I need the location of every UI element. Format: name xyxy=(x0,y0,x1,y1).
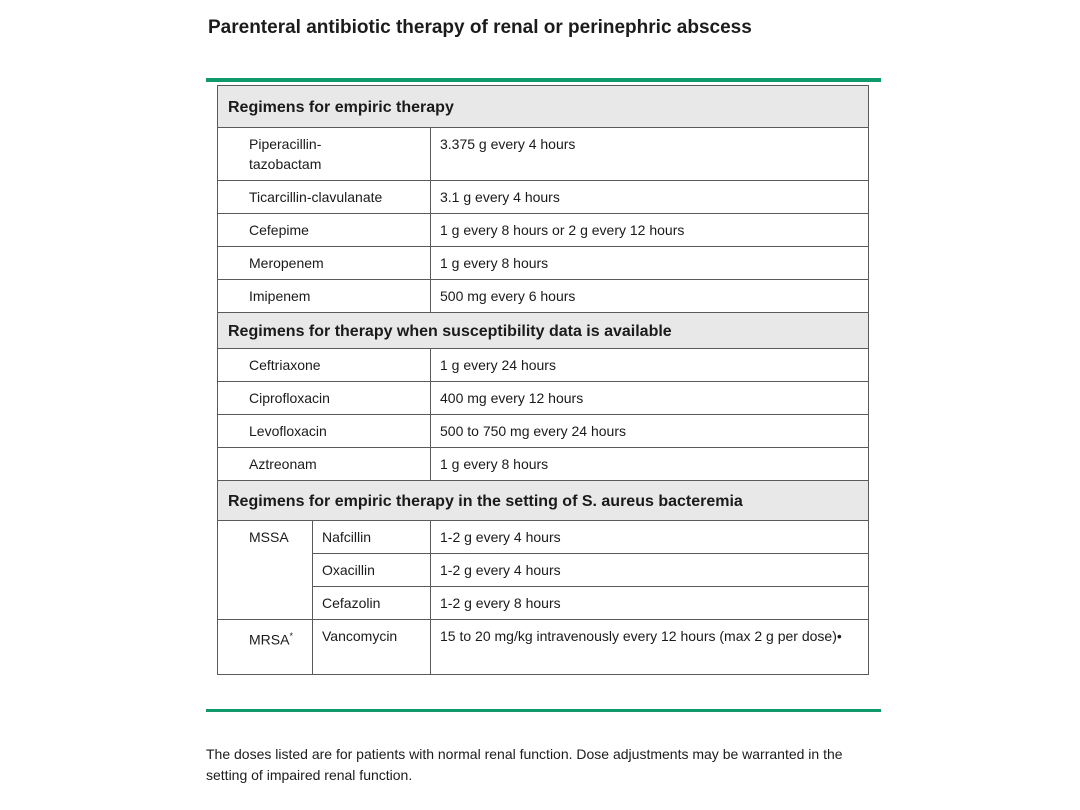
section-header-row xyxy=(218,481,869,521)
drug-cell: Cefepime xyxy=(218,214,431,247)
table-row xyxy=(218,521,869,554)
dose-cell: 1-2 g every 4 hours xyxy=(431,554,869,587)
table-row xyxy=(218,349,869,382)
drug-cell xyxy=(218,128,431,181)
table-row xyxy=(218,280,869,313)
table-row xyxy=(218,554,869,587)
dose-cell: 500 mg every 6 hours xyxy=(431,280,869,313)
dose-cell: 500 to 750 mg every 24 hours xyxy=(431,415,869,448)
table-title: Parenteral antibiotic therapy of renal or perinephric abscess xyxy=(208,17,752,38)
group-label-mssa: MSSA xyxy=(218,521,313,620)
dose-text: 15 to 20 mg/kg intravenously every 12 hours (max 2 g per dose) xyxy=(440,628,837,644)
drug-cell: Ticarcillin-clavulanate xyxy=(218,181,431,214)
drug-cell: Oxacillin xyxy=(313,554,431,587)
drug-cell: Levofloxacin xyxy=(218,415,431,448)
drug-cell: Meropenem xyxy=(218,247,431,280)
drug-cell: Ceftriaxone xyxy=(218,349,431,382)
section-heading: Regimens for therapy when susceptibility data is available xyxy=(218,313,869,349)
footnote-text: The doses listed are for patients with normal renal function. Dose adjustments may be warranted in the setting of impaired renal function. xyxy=(206,746,843,783)
table-row xyxy=(218,620,869,675)
table-row xyxy=(218,587,869,620)
dose-cell: 1 g every 8 hours xyxy=(431,247,869,280)
drug-cell: Aztreonam xyxy=(218,448,431,481)
top-green-rule xyxy=(206,78,881,82)
group-label-text: MRSA xyxy=(249,631,290,648)
footnote-mark: * xyxy=(289,631,293,641)
table-row xyxy=(218,214,869,247)
dose-cell: 1 g every 24 hours xyxy=(431,349,869,382)
dose-cell: 1 g every 8 hours xyxy=(431,448,869,481)
table-row xyxy=(218,247,869,280)
dose-cell: 1-2 g every 4 hours xyxy=(431,521,869,554)
dose-cell xyxy=(431,620,869,675)
group-label-mrsa xyxy=(218,620,313,675)
regimen-table xyxy=(217,85,869,675)
drug-cell: Imipenem xyxy=(218,280,431,313)
table-row xyxy=(218,415,869,448)
drug-cell: Ciprofloxacin xyxy=(218,382,431,415)
section-header-row xyxy=(218,313,869,349)
dose-cell: 3.1 g every 4 hours xyxy=(431,181,869,214)
section-header-row xyxy=(218,86,869,128)
drug-cell: Cefazolin xyxy=(313,587,431,620)
dose-cell: 3.375 g every 4 hours xyxy=(431,128,869,181)
table-row xyxy=(218,448,869,481)
table-row xyxy=(218,382,869,415)
dose-cell: 1-2 g every 8 hours xyxy=(431,587,869,620)
drug-name: Piperacillin-tazobactam xyxy=(249,136,322,172)
dose-cell: 1 g every 8 hours or 2 g every 12 hours xyxy=(431,214,869,247)
table-row xyxy=(218,128,869,181)
dose-cell: 400 mg every 12 hours xyxy=(431,382,869,415)
drug-cell: Nafcillin xyxy=(313,521,431,554)
table-row xyxy=(218,181,869,214)
drug-cell: Vancomycin xyxy=(313,620,431,675)
dose-mark: • xyxy=(836,628,842,644)
section-heading: Regimens for empiric therapy in the setting of S. aureus bacteremia xyxy=(218,481,869,521)
bottom-green-rule xyxy=(206,709,881,712)
section-heading: Regimens for empiric therapy xyxy=(218,86,869,128)
